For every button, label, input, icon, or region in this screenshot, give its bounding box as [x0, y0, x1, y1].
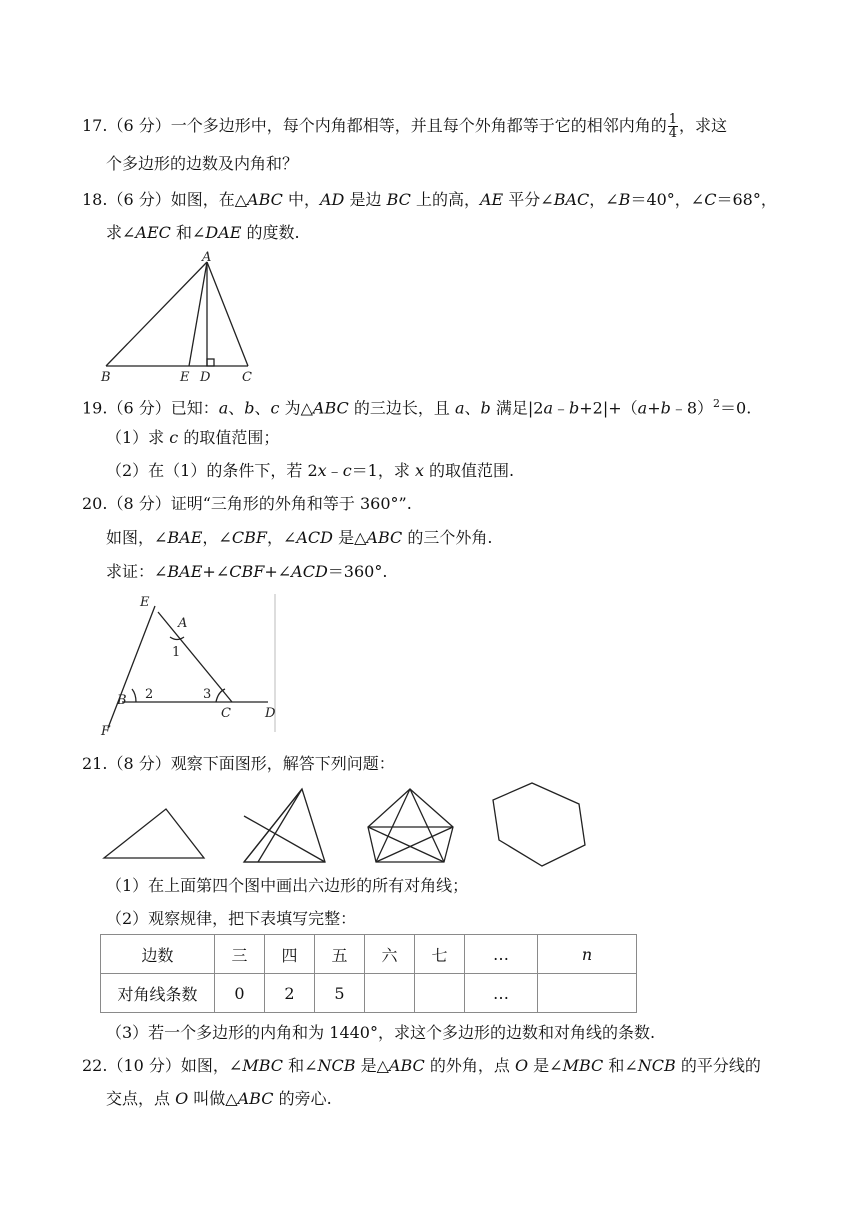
table-cell: 对角线条数 [101, 974, 215, 1013]
label-e: E [180, 370, 190, 385]
pent-diagonal-2 [410, 789, 444, 862]
fraction-one-quarter: $\frac{1}{4}$ [668, 112, 677, 141]
label-b: B [117, 693, 127, 708]
hexagon-shape [493, 783, 585, 866]
table-cell: … [465, 935, 538, 974]
q19-line1: 19.（6 分）已知：a、b、c 为△ABC 的三边长，且 a、b 满足|2a﹣b+2|+（a+b﹣8）$^2$＝0. [82, 397, 752, 418]
label-1: 1 [172, 645, 181, 660]
q22-line2: 交点，点 O 叫做△ABC 的旁心. [106, 1089, 332, 1108]
label-c: C [221, 706, 231, 721]
table-cell: 0 [215, 974, 265, 1013]
table-cell: 六 [365, 935, 415, 974]
label-b: B [101, 370, 111, 385]
label-d: D [200, 370, 211, 385]
q22-line1: 22.（10 分）如图，∠MBC 和∠NCB 是△ABC 的外角，点 O 是∠MBC 和∠NCB 的平分线的 [82, 1056, 761, 1075]
table-row [101, 974, 637, 1013]
label-d: D [265, 706, 276, 721]
q19-sub2: （2）在（1）的条件下，若 2x﹣c＝1，求 x 的取值范围. [106, 461, 515, 480]
q21-sub2: （2）观察规律，把下表填写完整： [106, 909, 357, 928]
label-3: 3 [203, 687, 212, 702]
q20-line3: 求证：∠BAE+∠CBF+∠ACD＝360°. [106, 562, 388, 581]
table-cell [365, 974, 415, 1013]
label-f: F [101, 724, 111, 739]
quad-diagonal-2 [258, 789, 302, 862]
q19-sub1: （1）求 c 的取值范围； [106, 428, 280, 447]
q17-line2: 个多边形的边数及内角和？ [106, 154, 299, 173]
triangle-shape [104, 809, 204, 858]
table-cell: 边数 [101, 935, 215, 974]
q21-sub3: （3）若一个多边形的内角和为 1440°，求这个多边形的边数和对角线的条数. [106, 1023, 656, 1042]
label-c: C [242, 370, 252, 385]
q20-line2: 如图，∠BAE，∠CBF，∠ACD 是△ABC 的三个外角. [106, 528, 493, 547]
q18-line2: 求∠AEC 和∠DAE 的度数. [106, 223, 300, 242]
quadrilateral-shape [244, 789, 325, 862]
label-2: 2 [145, 687, 154, 702]
table-cell: n [538, 935, 637, 974]
table-cell: 5 [315, 974, 365, 1013]
q17-line1: 17.（6 分）一个多边形中，每个内角都相等，并且每个外角都等于它的相邻内角的 $\frac{1}{4}$ ，求这 [82, 112, 728, 141]
q20-line1: 20.（8 分）证明“三角形的外角和等于 360°”. [82, 494, 412, 513]
pent-diagonal-1 [376, 789, 410, 862]
diagonal-count-table [100, 934, 637, 1013]
table-cell: 三 [215, 935, 265, 974]
pent-diagonal-4 [368, 827, 444, 862]
table-cell: 七 [415, 935, 465, 974]
table-cell: … [465, 974, 538, 1013]
table-cell [538, 974, 637, 1013]
table-cell: 2 [265, 974, 315, 1013]
label-a: A [178, 616, 188, 631]
q18-line1: 18.（6 分）如图，在△ABC 中，AD 是边 BC 上的高，AE 平分∠BAC，∠B＝40°，∠C＝68°， [82, 190, 777, 209]
label-e: E [140, 595, 150, 610]
table-cell: 五 [315, 935, 365, 974]
q21-sub1: （1）在上面第四个图中画出六边形的所有对角线； [106, 876, 469, 895]
table-row [101, 935, 637, 974]
table-cell [415, 974, 465, 1013]
table-cell: 四 [265, 935, 315, 974]
q21-line1: 21.（8 分）观察下面图形，解答下列问题： [82, 754, 395, 773]
quad-diagonal-1 [244, 789, 302, 862]
label-a: A [202, 250, 212, 265]
